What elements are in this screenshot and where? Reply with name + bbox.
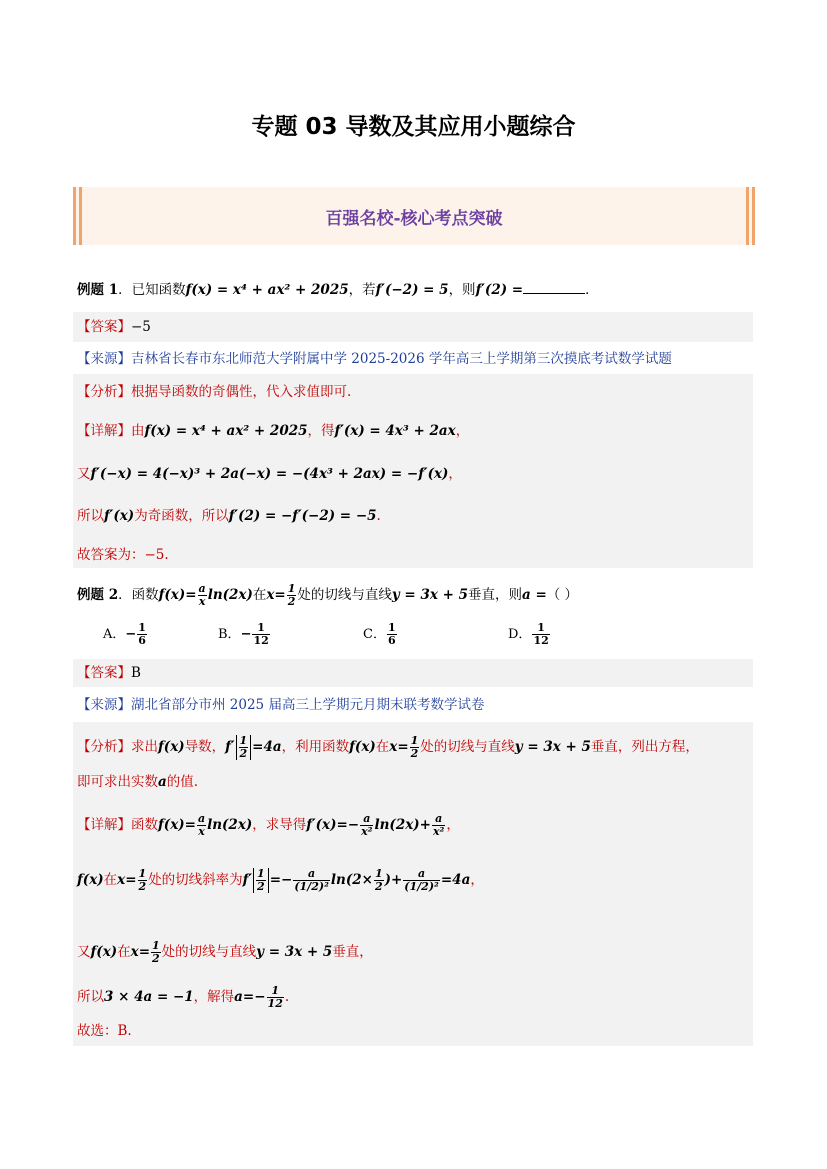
option-b[interactable]: B．− $\frac{1}{12}$: [218, 621, 269, 647]
example-1-answer: 【答案】−5: [77, 319, 151, 335]
example-1-detail-2: 又f′(−x) = 4(−x)³ + 2a(−x) = −(4x³ + 2ax) = −f′(x)，: [77, 466, 462, 482]
page-title: 专题 03 导数及其应用小题综合: [251, 114, 576, 140]
example-2-source: 【来源】湖北省部分市州 2025 届高三上学期元月期末联考数学试卷: [77, 697, 485, 713]
example-2-detail-3: 又f(x)在x= $\frac{1}{2}$ 处的切线与直线y = 3x + 5垂直，: [77, 939, 373, 965]
section-banner: [73, 187, 755, 245]
option-d[interactable]: D． $\frac{1}{12}$: [508, 621, 549, 647]
example-1-detail-3: 所以f′(x)为奇函数，所以f′(2) = −f′(−2) = −5.: [77, 508, 381, 524]
example-2-answer: 【答案】B: [77, 665, 141, 681]
answer-shade-2: [73, 659, 753, 687]
example-2-analysis-1: 【分析】求出f(x)导数，f′ $\frac{1}{2}$ =4a，利用函数f(x)在x= $\frac{1}{2}$ 处的切线与直线y = 3x + 5垂直，列出方程，: [77, 734, 699, 760]
example-2-analysis-2: 即可求出实数a的值.: [77, 774, 199, 790]
example-2-stem: 例题 2．函数f(x)= $\frac{a}{x}$ ln(2x)在x= $\frac{1}{2}$ 处的切线与直线y = 3x + 5垂直，则a =（ ）: [77, 582, 579, 608]
answer-shade: [73, 312, 753, 342]
banner-title: 百强名校-核心考点突破: [325, 209, 503, 229]
example-1-final: 故答案为：−5.: [77, 547, 169, 563]
example-1-analysis: 【分析】根据导函数的奇偶性，代入求值即可.: [77, 384, 352, 400]
example-1-detail-1: 【详解】由f(x) = x⁴ + ax² + 2025，得f′(x) = 4x³ + 2ax，: [77, 423, 470, 439]
example-2-detail-1: 【详解】函数f(x)= $\frac{a}{x}$ ln(2x)，求导得f′(x)=− $\frac{a}{\text{x²}}$ ln(2x)+ $\frac{a}{\text{x²}}$ ，: [77, 812, 460, 838]
answer-blank: [523, 279, 585, 294]
example-2-final: 故选：B.: [77, 1023, 132, 1039]
example-1-source: 【来源】吉林省长春市东北师范大学附属中学 2025-2026 学年高三上学期第三次摸底考试数学试题: [77, 351, 672, 367]
example-1-label: 例题 1: [77, 282, 119, 298]
example-1-stem: 例题 1．已知函数f(x) = x⁴ + ax² + 2025，若f′(−2) = 5，则f′(2) = ．: [77, 279, 599, 300]
option-a[interactable]: A．− $\frac{1}{6}$: [103, 621, 146, 647]
example-2-detail-2: f(x)在x= $\frac{1}{2}$ 处的切线斜率为f′ $\frac{1}{2}$ =− $\frac{a}{\text{(1/2)²}}$ ln(2× $\frac{1}{2}$ )+ $\frac{a}{\text{(1/2)²}}$ =4a，: [77, 867, 484, 893]
example-2-label: 例题 2: [77, 587, 119, 603]
option-c[interactable]: C． $\frac{1}{6}$: [363, 621, 396, 647]
example-2-detail-4: 所以3 × 4a = −1，解得a=− $\frac{1}{12}$ .: [77, 984, 290, 1010]
